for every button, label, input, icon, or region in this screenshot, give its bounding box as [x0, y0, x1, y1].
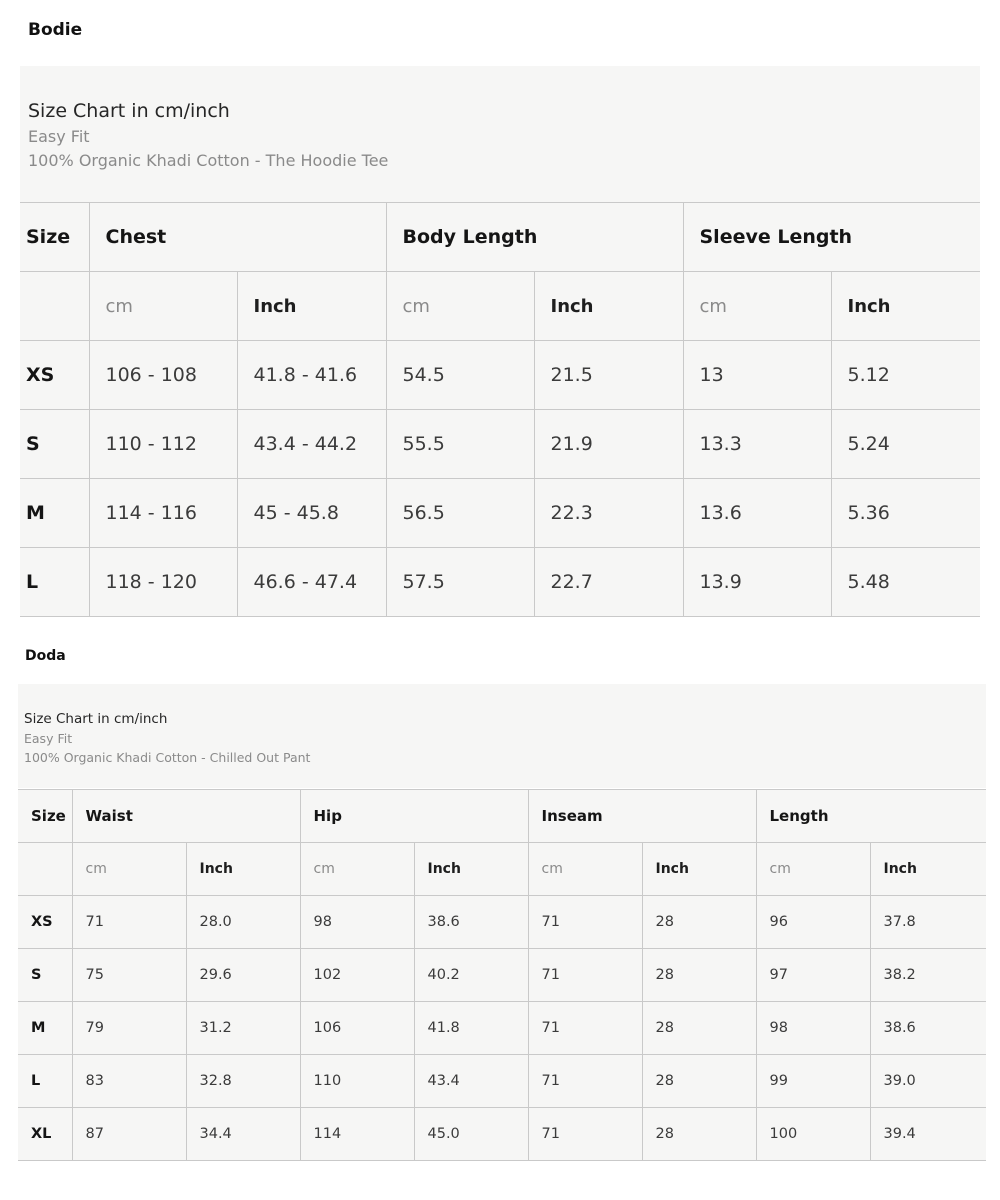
- body-length-cm-unit: cm: [386, 272, 534, 341]
- measurement-cell: 99: [756, 1055, 870, 1108]
- body-length-column-header: Body Length: [386, 203, 683, 272]
- table-row: [20, 410, 980, 479]
- doda-size-table: [18, 789, 986, 1161]
- measurement-cell: 71: [528, 1002, 642, 1055]
- length-cm-unit: cm: [756, 843, 870, 896]
- measurement-cell: 97: [756, 949, 870, 1002]
- table-row: [18, 1002, 986, 1055]
- measurement-cell: 38.6: [870, 1002, 986, 1055]
- measurement-cell: 5.48: [831, 548, 980, 617]
- measurement-cell: 32.8: [186, 1055, 300, 1108]
- table-row: [20, 341, 980, 410]
- length-inch-unit: Inch: [870, 843, 986, 896]
- measurement-cell: 21.9: [534, 410, 683, 479]
- size-cell: M: [20, 479, 89, 548]
- measurement-cell: 29.6: [186, 949, 300, 1002]
- unit-row-blank-cell: [18, 843, 72, 896]
- waist-cm-unit: cm: [72, 843, 186, 896]
- measurement-cell: 31.2: [186, 1002, 300, 1055]
- hip-inch-unit: Inch: [414, 843, 528, 896]
- measurement-cell: 22.3: [534, 479, 683, 548]
- table-header-row: [18, 790, 986, 843]
- measurement-cell: 56.5: [386, 479, 534, 548]
- bodie-chart-header: [20, 66, 980, 202]
- measurement-cell: 13.6: [683, 479, 831, 548]
- size-cell: L: [20, 548, 89, 617]
- measurement-cell: 45.0: [414, 1108, 528, 1161]
- doda-fabric-label: 100% Organic Khadi Cotton - Chilled Out Pant: [24, 750, 311, 765]
- body-length-inch-unit: Inch: [534, 272, 683, 341]
- measurement-cell: 28: [642, 949, 756, 1002]
- size-cell: S: [18, 949, 72, 1002]
- measurement-cell: 110: [300, 1055, 414, 1108]
- size-cell: L: [18, 1055, 72, 1108]
- doda-chart-heading: Size Chart in cm/inch: [24, 711, 168, 727]
- measurement-cell: 39.0: [870, 1055, 986, 1108]
- measurement-cell: 28: [642, 1108, 756, 1161]
- sleeve-length-column-header: Sleeve Length: [683, 203, 980, 272]
- measurement-cell: 13.9: [683, 548, 831, 617]
- sleeve-length-inch-unit: Inch: [831, 272, 980, 341]
- measurement-cell: 87: [72, 1108, 186, 1161]
- table-row: [18, 949, 986, 1002]
- size-cell: XS: [18, 896, 72, 949]
- measurement-cell: 83: [72, 1055, 186, 1108]
- measurement-cell: 110 - 112: [89, 410, 237, 479]
- measurement-cell: 43.4: [414, 1055, 528, 1108]
- size-column-header: Size: [20, 203, 89, 272]
- size-column-header: Size: [18, 790, 72, 843]
- size-cell: M: [18, 1002, 72, 1055]
- measurement-cell: 102: [300, 949, 414, 1002]
- measurement-cell: 38.2: [870, 949, 986, 1002]
- inseam-inch-unit: Inch: [642, 843, 756, 896]
- measurement-cell: 106 - 108: [89, 341, 237, 410]
- measurement-cell: 38.6: [414, 896, 528, 949]
- measurement-cell: 34.4: [186, 1108, 300, 1161]
- measurement-cell: 37.8: [870, 896, 986, 949]
- doda-chart-header: [18, 684, 986, 788]
- measurement-cell: 39.4: [870, 1108, 986, 1161]
- size-cell: S: [20, 410, 89, 479]
- inseam-column-header: Inseam: [528, 790, 756, 843]
- measurement-cell: 100: [756, 1108, 870, 1161]
- measurement-cell: 21.5: [534, 341, 683, 410]
- table-row: [20, 479, 980, 548]
- measurement-cell: 28.0: [186, 896, 300, 949]
- chest-column-header: Chest: [89, 203, 386, 272]
- measurement-cell: 71: [528, 949, 642, 1002]
- measurement-cell: 96: [756, 896, 870, 949]
- size-cell: XL: [18, 1108, 72, 1161]
- unit-row: [18, 843, 986, 896]
- measurement-cell: 5.12: [831, 341, 980, 410]
- measurement-cell: 98: [300, 896, 414, 949]
- measurement-cell: 28: [642, 1002, 756, 1055]
- measurement-cell: 22.7: [534, 548, 683, 617]
- measurement-cell: 98: [756, 1002, 870, 1055]
- chest-inch-unit: Inch: [237, 272, 386, 341]
- unit-row-blank-cell: [20, 272, 89, 341]
- measurement-cell: 41.8 - 41.6: [237, 341, 386, 410]
- measurement-cell: 45 - 45.8: [237, 479, 386, 548]
- measurement-cell: 57.5: [386, 548, 534, 617]
- doda-fit-label: Easy Fit: [24, 731, 73, 746]
- waist-column-header: Waist: [72, 790, 300, 843]
- measurement-cell: 28: [642, 1055, 756, 1108]
- measurement-cell: 79: [72, 1002, 186, 1055]
- inseam-cm-unit: cm: [528, 843, 642, 896]
- table-header-row: [20, 203, 980, 272]
- measurement-cell: 114 - 116: [89, 479, 237, 548]
- measurement-cell: 75: [72, 949, 186, 1002]
- measurement-cell: 40.2: [414, 949, 528, 1002]
- doda-section-title: Doda: [25, 648, 66, 664]
- length-column-header: Length: [756, 790, 986, 843]
- bodie-section-title: Bodie: [28, 20, 83, 40]
- measurement-cell: 46.6 - 47.4: [237, 548, 386, 617]
- measurement-cell: 13.3: [683, 410, 831, 479]
- sleeve-length-cm-unit: cm: [683, 272, 831, 341]
- hip-column-header: Hip: [300, 790, 528, 843]
- measurement-cell: 54.5: [386, 341, 534, 410]
- measurement-cell: 13: [683, 341, 831, 410]
- measurement-cell: 114: [300, 1108, 414, 1161]
- measurement-cell: 118 - 120: [89, 548, 237, 617]
- table-row: [18, 1055, 986, 1108]
- measurement-cell: 71: [528, 1055, 642, 1108]
- hip-cm-unit: cm: [300, 843, 414, 896]
- unit-row: [20, 272, 980, 341]
- table-row: [20, 548, 980, 617]
- table-row: [18, 1108, 986, 1161]
- size-cell: XS: [20, 341, 89, 410]
- measurement-cell: 55.5: [386, 410, 534, 479]
- bodie-size-table: [20, 202, 980, 617]
- chest-cm-unit: cm: [89, 272, 237, 341]
- measurement-cell: 28: [642, 896, 756, 949]
- table-row: [18, 896, 986, 949]
- measurement-cell: 106: [300, 1002, 414, 1055]
- waist-inch-unit: Inch: [186, 843, 300, 896]
- measurement-cell: 5.24: [831, 410, 980, 479]
- bodie-fit-label: Easy Fit: [28, 127, 90, 146]
- bodie-chart-heading: Size Chart in cm/inch: [28, 100, 230, 122]
- bodie-fabric-label: 100% Organic Khadi Cotton - The Hoodie Tee: [28, 151, 389, 170]
- measurement-cell: 71: [528, 896, 642, 949]
- measurement-cell: 41.8: [414, 1002, 528, 1055]
- measurement-cell: 43.4 - 44.2: [237, 410, 386, 479]
- measurement-cell: 71: [72, 896, 186, 949]
- measurement-cell: 71: [528, 1108, 642, 1161]
- measurement-cell: 5.36: [831, 479, 980, 548]
